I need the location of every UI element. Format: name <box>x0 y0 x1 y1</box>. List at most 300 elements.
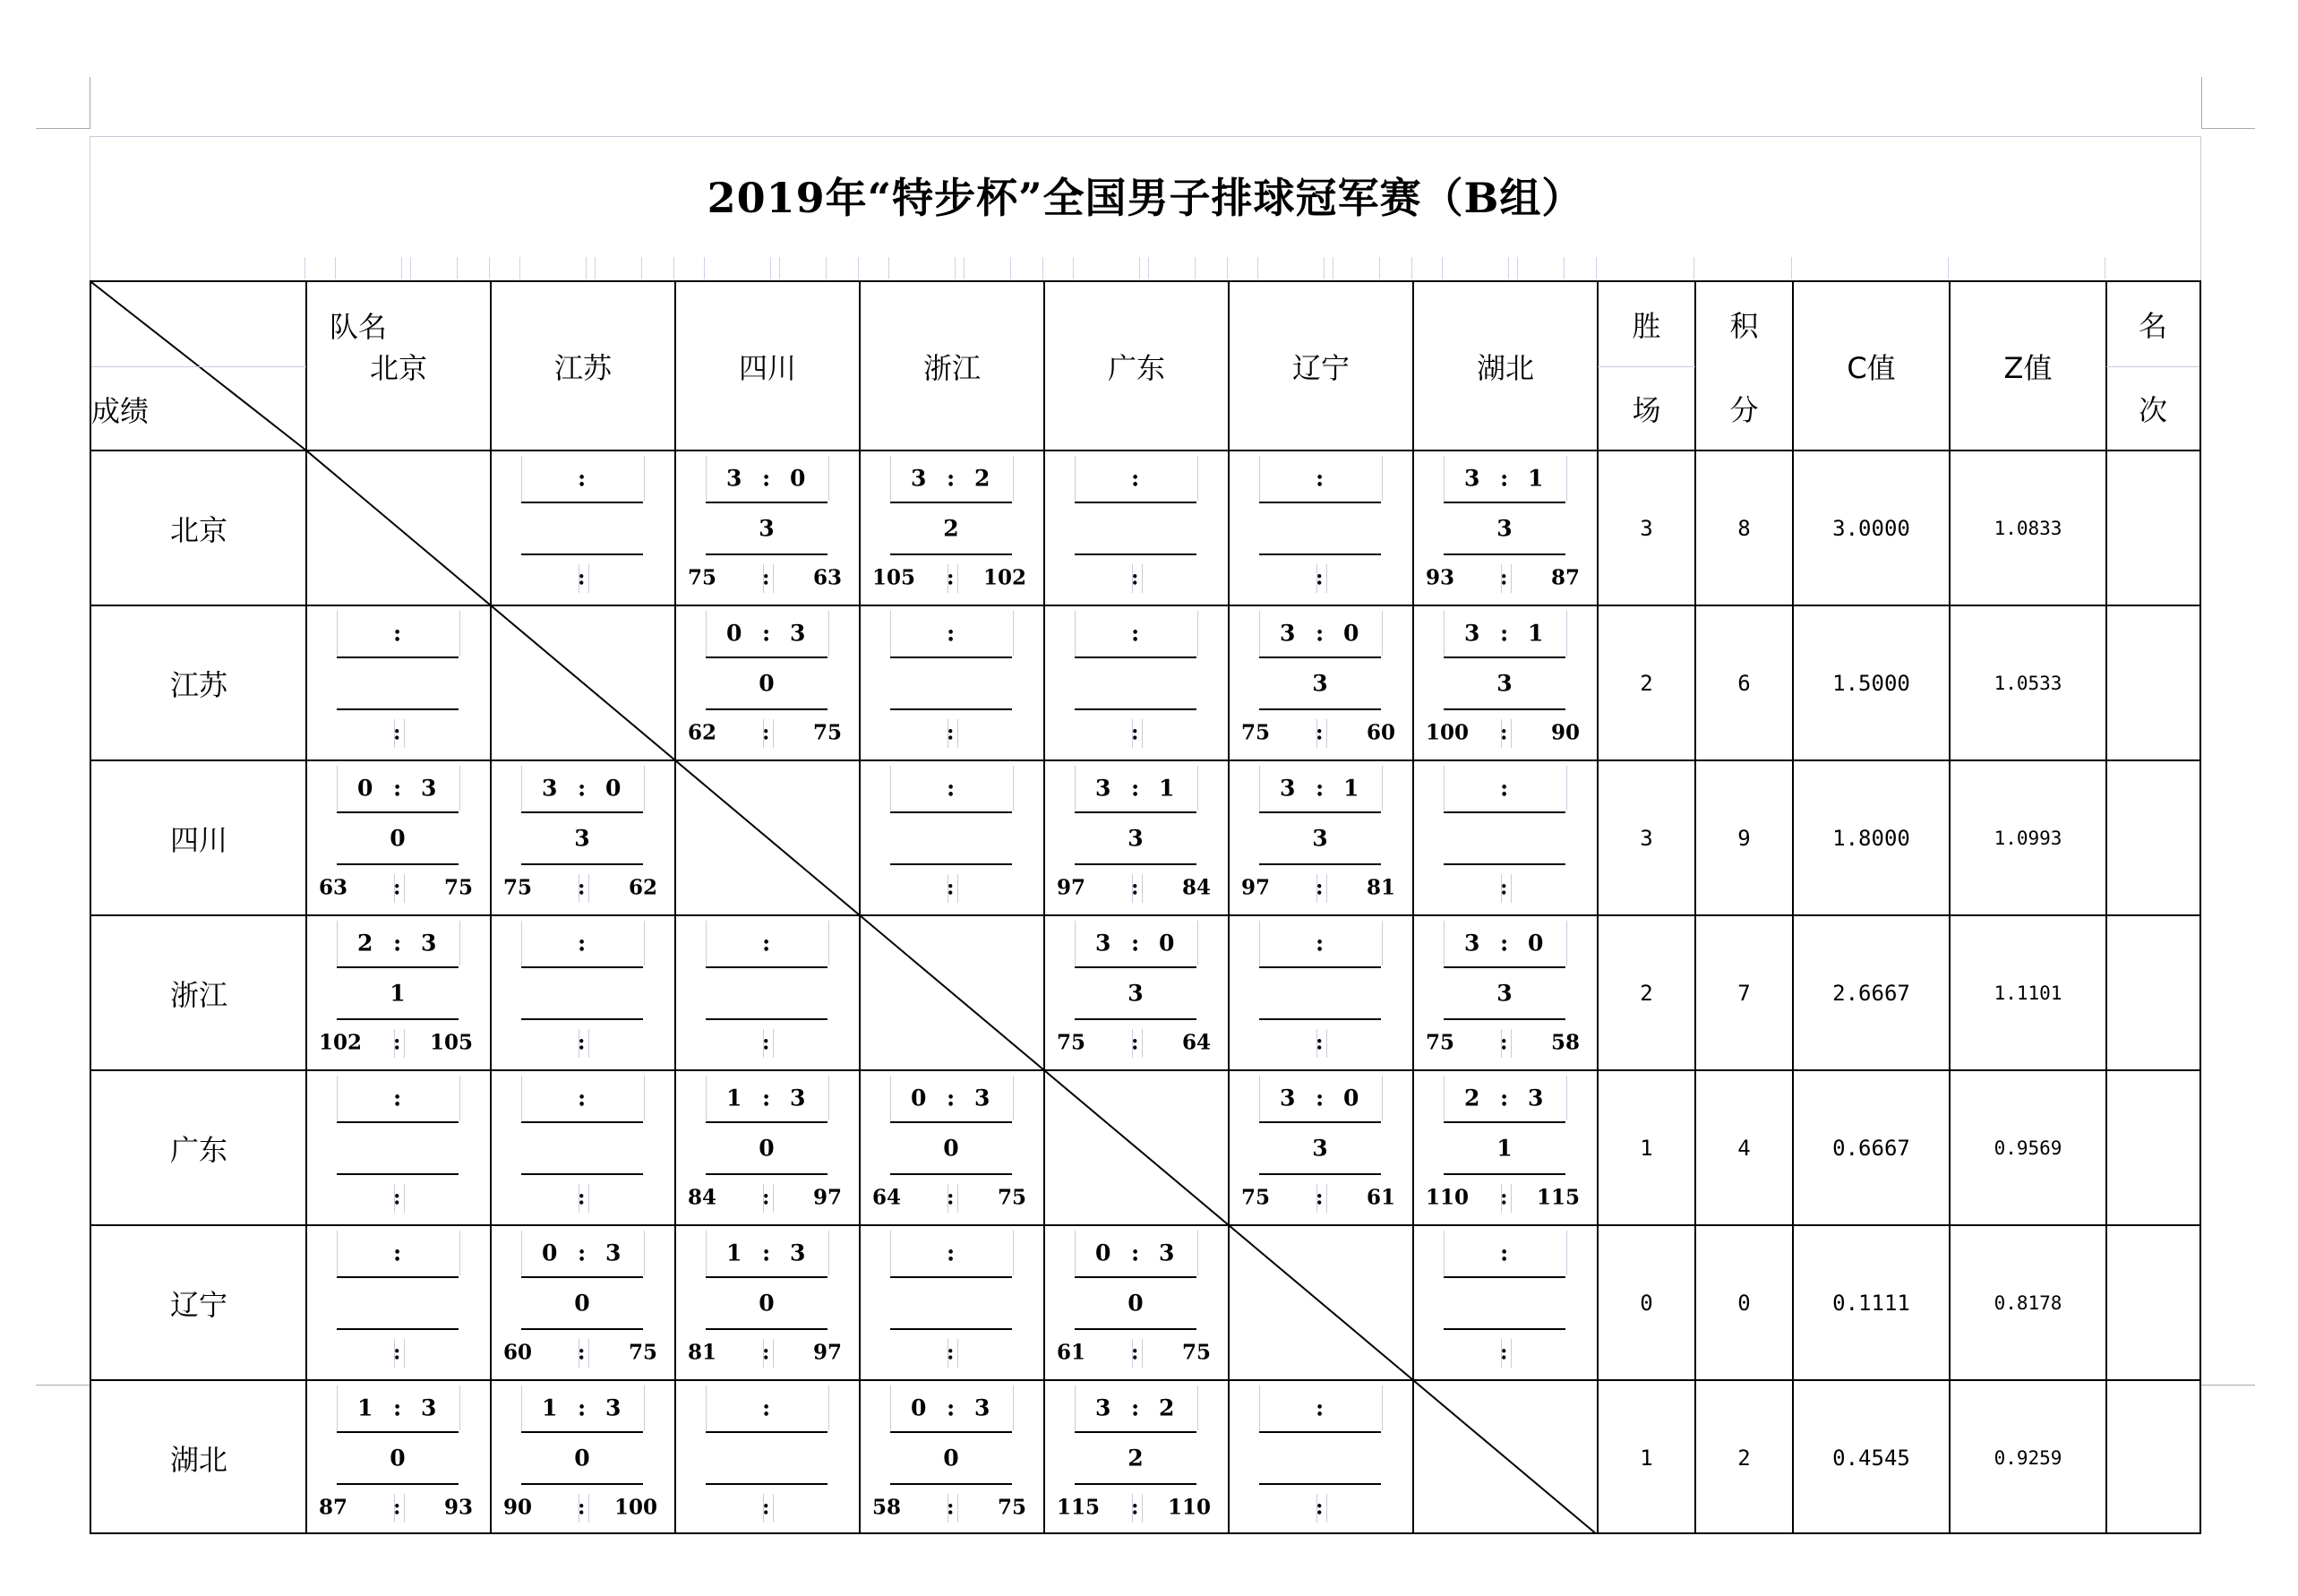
match-cell <box>1229 450 1411 605</box>
match-points-value: 2 <box>943 515 959 542</box>
set-score-home: 1 <box>542 1394 558 1421</box>
set-score-colon: : <box>947 465 956 492</box>
rally-points-colon: : <box>1131 720 1139 745</box>
match-points <box>1259 966 1381 1020</box>
rally-points-colon: : <box>393 1495 401 1520</box>
set-score <box>890 1386 1014 1430</box>
guide-tick <box>704 257 705 279</box>
rally-points-away: 63 <box>812 565 842 590</box>
guide-tick <box>586 257 587 279</box>
guide-tick <box>1227 257 1228 279</box>
match-points <box>706 1276 827 1330</box>
rally-points <box>491 1485 673 1530</box>
rally-points <box>1413 1175 1596 1220</box>
set-score <box>890 1231 1014 1275</box>
set-score <box>337 766 460 811</box>
set-score-home: 3 <box>1280 1085 1296 1111</box>
rally-points <box>1229 865 1411 910</box>
guide-tick <box>888 257 889 279</box>
set-score-away: 3 <box>974 1085 990 1111</box>
set-score-away: 3 <box>605 1240 622 1266</box>
set-score-colon: : <box>393 775 402 802</box>
rally-points <box>675 1330 858 1375</box>
rally-points-away: 75 <box>997 1495 1026 1520</box>
corner-bottom-label: 成绩 <box>91 394 150 428</box>
rally-points <box>1044 1330 1227 1375</box>
rank-value <box>2106 1225 2199 1380</box>
rally-points-home: 115 <box>1057 1495 1101 1520</box>
c-value: 2.6667 <box>1832 980 1910 1006</box>
standings-table <box>90 280 2201 1534</box>
rally-points-home: 100 <box>1426 720 1470 745</box>
set-score <box>890 456 1014 501</box>
set-score <box>706 921 829 965</box>
match-points <box>521 1431 643 1485</box>
guide-tick <box>1073 257 1074 279</box>
match-cell <box>491 760 673 915</box>
set-score-colon: : <box>762 465 771 492</box>
guide-tick <box>595 257 596 279</box>
match-points <box>706 1121 827 1175</box>
crop-mark <box>36 128 90 129</box>
rally-points-colon: : <box>1500 565 1508 590</box>
rally-points-colon: : <box>1131 875 1139 900</box>
z-value: 0.9259 <box>1994 1446 2062 1469</box>
match-cell <box>675 450 858 605</box>
set-score-away: 3 <box>1159 1240 1175 1266</box>
set-score-colon: : <box>578 465 587 492</box>
row-header-team: 辽宁 <box>169 1287 227 1322</box>
z-value: 1.1101 <box>1994 982 2062 1004</box>
set-score-away: 2 <box>1159 1394 1175 1421</box>
z-value: 1.0533 <box>1994 672 2062 694</box>
guide-tick <box>1148 257 1149 279</box>
set-score <box>1075 456 1198 501</box>
match-points-value: 2 <box>1128 1445 1144 1472</box>
set-score <box>1259 456 1383 501</box>
row-header-team: 广东 <box>169 1132 227 1167</box>
set-score-away: 0 <box>790 465 806 492</box>
set-score-home: 0 <box>542 1240 558 1266</box>
set-score-home: 0 <box>1095 1240 1111 1266</box>
rally-points <box>860 1330 1042 1375</box>
set-score-colon: : <box>393 930 402 957</box>
set-score-colon: : <box>1500 930 1509 957</box>
row-header-team: 浙江 <box>169 977 227 1012</box>
set-score-away: 3 <box>1528 1085 1544 1111</box>
match-cell <box>1413 605 1596 760</box>
match-points <box>1444 502 1565 555</box>
rally-points <box>1044 1485 1227 1530</box>
match-points <box>1444 1121 1565 1175</box>
guide-tick <box>826 257 827 279</box>
set-score <box>706 611 829 656</box>
column-header-team: 江苏 <box>553 351 612 385</box>
set-score-away: 3 <box>421 930 437 957</box>
rally-points-home: 75 <box>1241 720 1271 745</box>
points-value: 9 <box>1737 825 1751 851</box>
rally-points <box>306 1175 489 1220</box>
rally-points-colon: : <box>947 565 955 590</box>
rally-points-colon: : <box>1131 1495 1139 1520</box>
guide-tick <box>1195 257 1196 279</box>
header-split-line <box>91 366 306 367</box>
rally-points <box>860 865 1042 910</box>
set-score <box>521 1386 645 1430</box>
set-score-colon: : <box>578 1240 587 1266</box>
set-score <box>706 456 829 501</box>
match-cell <box>675 915 858 1070</box>
column-header-wins-top: 胜 <box>1632 309 1661 343</box>
match-points <box>706 656 827 710</box>
match-cell <box>1413 915 1596 1070</box>
wins-value: 0 <box>1640 1290 1653 1316</box>
match-points <box>1259 1121 1381 1175</box>
set-score-home: 3 <box>911 465 927 492</box>
match-cell <box>1413 1070 1596 1225</box>
rally-points-away: 75 <box>997 1185 1026 1210</box>
wins-value: 1 <box>1640 1445 1653 1471</box>
match-points <box>890 811 1012 865</box>
column-guides <box>90 257 2201 279</box>
rally-points <box>306 1020 489 1065</box>
rally-points <box>1044 865 1227 910</box>
rally-points-home: 75 <box>503 875 533 900</box>
z-value: 0.8178 <box>1994 1291 2062 1314</box>
rally-points-colon: : <box>762 1185 770 1210</box>
rally-points <box>1044 555 1227 600</box>
wins-value: 2 <box>1640 980 1653 1006</box>
wins-value: 1 <box>1640 1135 1653 1161</box>
match-points-value: 0 <box>390 825 406 852</box>
set-score <box>1259 766 1383 811</box>
match-points <box>890 502 1012 555</box>
crop-mark <box>36 1385 90 1386</box>
set-score-home: 3 <box>542 775 558 802</box>
set-score-away: 1 <box>1159 775 1175 802</box>
rally-points-colon: : <box>578 875 586 900</box>
rally-points <box>491 1020 673 1065</box>
set-score <box>1259 611 1383 656</box>
set-score <box>337 1386 460 1430</box>
set-score-away: 1 <box>1343 775 1359 802</box>
match-points <box>337 1276 459 1330</box>
rank-value <box>2106 1070 2199 1225</box>
rally-points-home: 62 <box>688 720 717 745</box>
match-points <box>521 1276 643 1330</box>
c-value: 0.4545 <box>1832 1445 1910 1471</box>
set-score <box>521 1231 645 1275</box>
rally-points-colon: : <box>1316 1185 1324 1210</box>
match-cell <box>1413 450 1596 605</box>
match-points <box>337 656 459 710</box>
rally-points-colon: : <box>1131 1340 1139 1365</box>
match-cell <box>491 1070 673 1225</box>
set-score <box>337 921 460 965</box>
rally-points-away: 84 <box>1181 875 1211 900</box>
c-value: 1.8000 <box>1832 825 1910 851</box>
rally-points <box>1413 555 1596 600</box>
rally-points <box>1229 710 1411 755</box>
rally-points-home: 87 <box>319 1495 348 1520</box>
rally-points-colon: : <box>578 565 586 590</box>
row-header-team: 四川 <box>169 822 227 857</box>
set-score-away: 3 <box>605 1394 622 1421</box>
rally-points <box>306 1330 489 1375</box>
match-points <box>1259 811 1381 865</box>
match-points <box>1075 1276 1196 1330</box>
match-points-value: 0 <box>1128 1290 1144 1317</box>
set-score <box>1259 1076 1383 1120</box>
set-score-colon: : <box>393 620 402 647</box>
points-value: 2 <box>1737 1445 1751 1471</box>
rally-points-colon: : <box>393 1185 401 1210</box>
column-header-c: C值 <box>1847 351 1896 385</box>
rally-points <box>675 1020 858 1065</box>
rally-points <box>860 710 1042 755</box>
rally-points-away: 105 <box>429 1030 473 1055</box>
match-cell <box>860 760 1042 915</box>
rally-points-colon: : <box>1316 565 1324 590</box>
points-value: 0 <box>1737 1290 1751 1316</box>
rally-points-colon: : <box>578 1340 586 1365</box>
set-score <box>337 611 460 656</box>
match-points-value: 0 <box>759 1135 775 1162</box>
match-points <box>521 811 643 865</box>
guide-tick <box>1442 257 1443 279</box>
match-points <box>706 966 827 1020</box>
set-score-home: 3 <box>1280 775 1296 802</box>
rally-points-away: 93 <box>443 1495 473 1520</box>
guide-tick <box>779 257 780 279</box>
rank-value <box>2106 605 2199 760</box>
set-score <box>521 921 645 965</box>
set-score-colon: : <box>762 1394 771 1421</box>
row-header-team: 湖北 <box>169 1442 227 1477</box>
set-score-colon: : <box>1316 1394 1325 1421</box>
corner-top-label: 队名 <box>329 310 387 344</box>
match-points-value: 3 <box>1496 980 1513 1007</box>
set-score-home: 3 <box>1464 465 1480 492</box>
rally-points-colon: : <box>947 1340 955 1365</box>
rally-points <box>1413 1330 1596 1375</box>
match-cell <box>860 605 1042 760</box>
rally-points <box>675 710 858 755</box>
set-score-colon: : <box>762 1240 771 1266</box>
rally-points-colon: : <box>1131 565 1139 590</box>
guide-tick <box>1139 257 1140 279</box>
rally-points-colon: : <box>1316 1495 1324 1520</box>
set-score-home: 3 <box>1280 620 1296 647</box>
rally-points-colon: : <box>1316 1030 1324 1055</box>
rally-points-away: 61 <box>1366 1185 1395 1210</box>
guide-tick <box>1379 257 1380 279</box>
rally-points <box>306 865 489 910</box>
rally-points-home: 97 <box>1057 875 1086 900</box>
guide-tick <box>410 257 411 279</box>
set-score-colon: : <box>1131 1240 1140 1266</box>
match-points-value: 0 <box>943 1135 959 1162</box>
rally-points-colon: : <box>1316 875 1324 900</box>
rally-points-away: 58 <box>1550 1030 1580 1055</box>
rally-points-away: 75 <box>812 720 842 745</box>
set-score-away: 3 <box>790 620 806 647</box>
points-value: 6 <box>1737 670 1751 696</box>
set-score-colon: : <box>762 620 771 647</box>
rally-points-colon: : <box>578 1495 586 1520</box>
set-score-home: 1 <box>726 1240 742 1266</box>
guide-tick <box>1411 257 1412 279</box>
match-points-value: 1 <box>1496 1135 1513 1162</box>
set-score-away: 0 <box>1343 620 1359 647</box>
set-score-away: 1 <box>1528 620 1544 647</box>
match-cell <box>675 1380 858 1535</box>
match-cell <box>1229 760 1411 915</box>
set-score <box>1075 611 1198 656</box>
rally-points <box>860 555 1042 600</box>
match-points-value: 3 <box>1312 670 1328 697</box>
match-cell <box>306 915 489 1070</box>
match-points-value: 3 <box>759 515 775 542</box>
match-cell <box>306 1380 489 1535</box>
row-header-team: 江苏 <box>169 667 227 702</box>
guide-tick <box>1948 257 1949 279</box>
c-value: 1.5000 <box>1832 670 1910 696</box>
rally-points-home: 61 <box>1057 1340 1086 1365</box>
rank-value <box>2106 760 2199 915</box>
match-cell <box>860 1380 1042 1535</box>
match-cell <box>860 1225 1042 1380</box>
rally-points-colon: : <box>762 1340 770 1365</box>
set-score-colon: : <box>1500 620 1509 647</box>
match-points <box>706 502 827 555</box>
set-score-home: 2 <box>357 930 373 957</box>
points-value: 4 <box>1737 1135 1751 1161</box>
guide-tick <box>1791 257 1792 279</box>
set-score-colon: : <box>578 930 587 957</box>
set-score-away: 3 <box>421 1394 437 1421</box>
column-header-wins-bottom: 场 <box>1632 393 1661 427</box>
set-score <box>1444 611 1567 656</box>
rally-points-colon: : <box>1500 1030 1508 1055</box>
column-header-team: 辽宁 <box>1291 351 1350 385</box>
rally-points-home: 97 <box>1241 875 1271 900</box>
set-score-colon: : <box>947 1085 956 1111</box>
rally-points-away: 102 <box>982 565 1026 590</box>
match-cell <box>675 1225 858 1380</box>
set-score-colon: : <box>578 775 587 802</box>
crop-mark <box>2201 77 2202 129</box>
rally-points-colon: : <box>947 1495 955 1520</box>
match-points <box>890 1431 1012 1485</box>
column-header-rank-top: 名 <box>2138 309 2167 343</box>
set-score-home: 1 <box>726 1085 742 1111</box>
rally-points <box>1413 1020 1596 1065</box>
match-points <box>890 1276 1012 1330</box>
rally-points <box>860 1485 1042 1530</box>
c-value: 0.6667 <box>1832 1135 1910 1161</box>
crop-mark <box>2201 128 2255 129</box>
set-score <box>706 1076 829 1120</box>
rally-points-away: 75 <box>443 875 473 900</box>
rally-points-colon: : <box>947 875 955 900</box>
set-score <box>1444 456 1567 501</box>
rally-points <box>1229 1485 1411 1530</box>
set-score <box>890 1076 1014 1120</box>
rally-points-home: 93 <box>1426 565 1455 590</box>
match-points <box>1444 811 1565 865</box>
rally-points-colon: : <box>393 1340 401 1365</box>
set-score-colon: : <box>762 1085 771 1111</box>
page-title: 2019年“特步杯”全国男子排球冠军赛（B组） <box>707 174 1584 222</box>
rally-points <box>491 865 673 910</box>
set-score-colon: : <box>1131 620 1140 647</box>
set-score-home: 2 <box>1464 1085 1480 1111</box>
set-score-colon: : <box>1316 465 1325 492</box>
rally-points-colon: : <box>947 720 955 745</box>
column-header-points-top: 积 <box>1729 309 1759 343</box>
set-score-away: 3 <box>790 1240 806 1266</box>
rally-points-colon: : <box>762 1030 770 1055</box>
match-points-value: 3 <box>1496 515 1513 542</box>
rally-points-home: 81 <box>688 1340 717 1365</box>
rally-points-home: 84 <box>688 1185 717 1210</box>
match-points-value: 3 <box>1312 825 1328 852</box>
column-header-team: 湖北 <box>1476 351 1534 385</box>
set-score-away: 2 <box>974 465 990 492</box>
match-points <box>1444 1276 1565 1330</box>
match-points-value: 3 <box>1128 825 1144 852</box>
match-cell <box>1229 1070 1411 1225</box>
guide-tick <box>489 257 490 279</box>
match-points-value: 0 <box>759 1290 775 1317</box>
set-score <box>890 766 1014 811</box>
rally-points-colon: : <box>393 1030 401 1055</box>
wins-value: 3 <box>1640 825 1653 851</box>
set-score-home: 1 <box>357 1394 373 1421</box>
guide-tick <box>335 257 336 279</box>
rally-points <box>306 1485 489 1530</box>
guide-tick <box>964 257 965 279</box>
match-cell <box>1044 1380 1227 1535</box>
set-score-colon: : <box>1316 930 1325 957</box>
match-points <box>706 1431 827 1485</box>
set-score-colon: : <box>1131 775 1140 802</box>
rally-points <box>675 1175 858 1220</box>
guide-tick <box>955 257 956 279</box>
set-score-colon: : <box>1500 465 1509 492</box>
set-score-colon: : <box>578 1394 587 1421</box>
rally-points-away: 97 <box>812 1340 842 1365</box>
match-points <box>337 1431 459 1485</box>
set-score <box>1444 921 1567 965</box>
set-score-colon: : <box>762 930 771 957</box>
guide-tick <box>1517 257 1518 279</box>
set-score-colon: : <box>947 1394 956 1421</box>
rally-points-away: 62 <box>628 875 657 900</box>
match-cell <box>860 450 1042 605</box>
set-score-home: 0 <box>726 620 742 647</box>
rally-points-away: 60 <box>1366 720 1395 745</box>
guide-tick <box>304 257 305 279</box>
column-header-team: 浙江 <box>922 351 981 385</box>
rally-points-colon: : <box>578 1185 586 1210</box>
rally-points-home: 102 <box>319 1030 363 1055</box>
rally-points-away: 81 <box>1366 875 1395 900</box>
match-points-value: 0 <box>943 1445 959 1472</box>
set-score-away: 0 <box>1159 930 1175 957</box>
set-score-colon: : <box>1131 465 1140 492</box>
